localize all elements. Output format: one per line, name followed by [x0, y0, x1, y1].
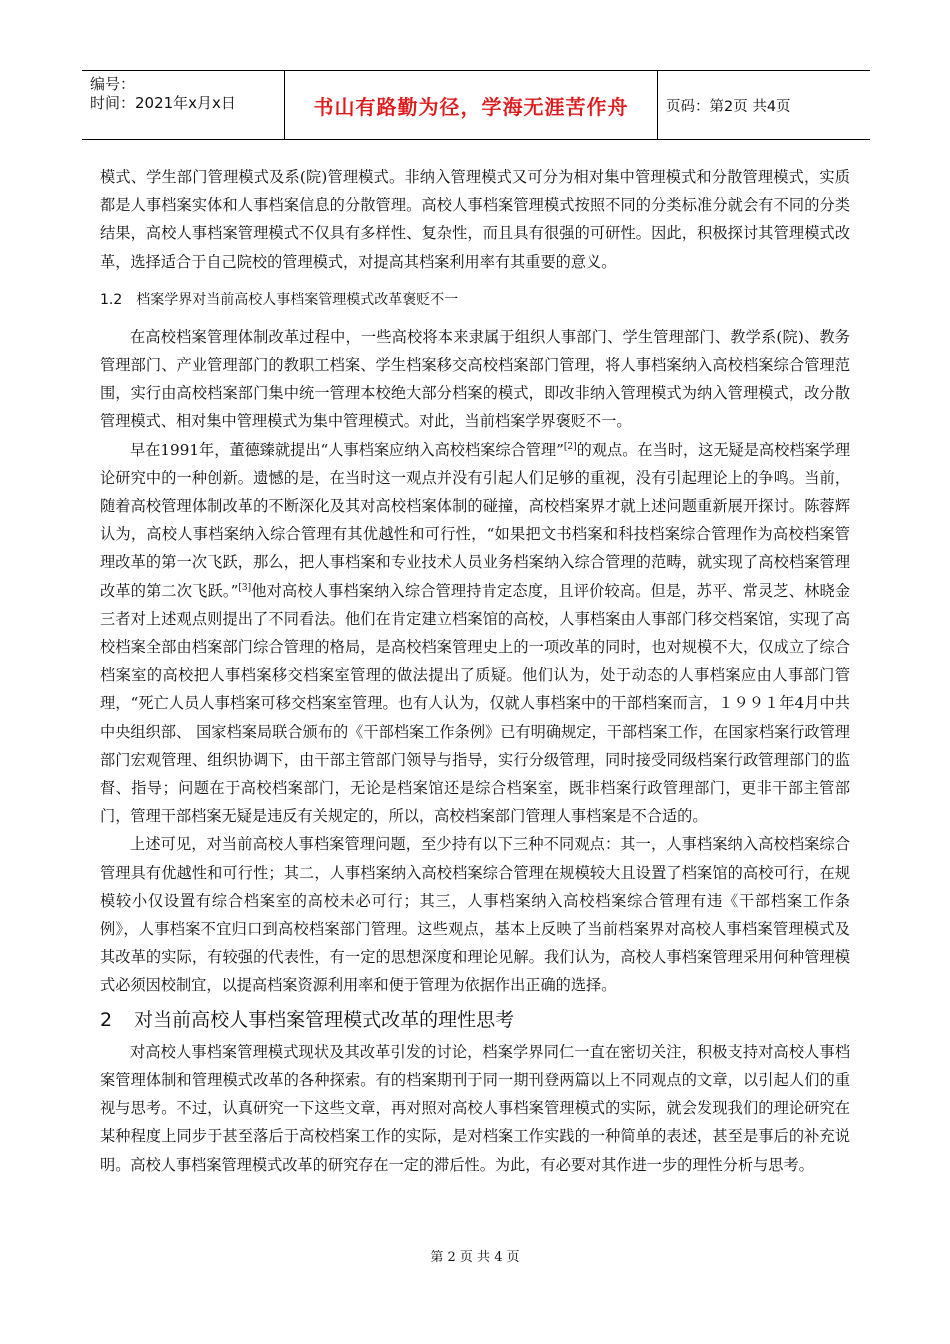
- header-page-info: 页码：第2页 共4页: [666, 98, 791, 115]
- section-title: 对当前高校人事档案管理模式改革的理性思考: [134, 1008, 515, 1031]
- paragraph-text: 早在1991年，董德臻就提出“人事档案应纳入高校档案综合管理”: [130, 440, 564, 459]
- citation-ref: [2]: [563, 441, 577, 452]
- paragraph-text: 的观点。在当时，这无疑是高校档案学理论研究中的一种创新。遗憾的是，在当时这一观点并没有引起人们足够的重视，没有引起理论上的争鸣。当前，随着高校管理体制改革的不断深化及其对高校档案体制的碰撞，高校档案界才就上述问题重新展开探讨。陈蓉辉认为，高校人事档案纳入综合管理有其优越性和可行性，“如果把文书档案和科技档案综合管理作为高校档案管理改革的第一次飞跃，那么，把人事档案和专业技术人员业务档案纳入综合管理的范畴，就实现了高校档案管理改革的第二次飞跃。”: [100, 440, 850, 600]
- document-body: [100, 163, 850, 1179]
- header-meta: [82, 71, 285, 139]
- section-number: 1.2: [100, 291, 123, 308]
- paragraph: 在高校档案管理体制改革过程中，一些高校将本来隶属于组织人事部门、学生管理部门、教学系(院)、教务管理部门、产业管理部门的教职工档案、学生档案移交高校档案部门管理，将人事档案纳入高校档案综合管理范围，实行由高校档案部门集中统一管理本校绝大部分档案的模式，即改非纳入管理模式为纳入管理模式，改分散管理模式、相对集中管理模式为集中管理模式。对此，当前档案学界褒贬不一。: [100, 327, 850, 431]
- section-number: 2: [100, 1008, 113, 1031]
- citation-ref: [3]: [238, 582, 252, 593]
- section-heading-1-2: [100, 290, 850, 310]
- page-header: [82, 70, 870, 140]
- paragraph: 对高校人事档案管理模式现状及其改革引发的讨论，档案学界同仁一直在密切关注，积极支持对高校人事档案管理体制和管理模式改革的各种探索。有的档案期刊于同一期刊登两篇以上不同观点的文章，以引起人们的重视与思考。不过，认真研究一下这些文章，再对照对高校人事档案管理模式的实际，就会发现我们的理论研究在某种程度上同步于甚至落后于高校档案工作的实际，是对档案工作实践的一种简单的表述，甚至是事后的补充说明。高校人事档案管理模式改革的研究存在一定的滞后性。为此，有必要对其作进一步的理性分析与思考。: [100, 1042, 850, 1174]
- section-heading-2: [100, 1006, 850, 1034]
- time-label: 时间：2021年x月x日: [90, 94, 236, 112]
- header-motto: 书山有路勤为径，学海无涯苦作舟: [285, 71, 658, 139]
- paragraph-text: 他对高校人事档案纳入综合管理持肯定态度，且评价较高。但是，苏平、常灵芝、林晓金三者对上述观点则提出了不同看法。他们在肯定建立档案馆的高校，人事档案由人事部门移交档案馆，实现了高校档案全部由档案部门综合管理的格局，是高校档案管理史上的一项改革的同时，也对规模不大，仅成立了综合档案室的高校把人事档案移交档案室管理的做法提出了质疑。他们认为，处于动态的人事档案应由人事部门管理，“死亡人员人事档案可移交档案室管理。也有人认为，仅就人事档案中的干部档案而言，１９９１年4月中共中央组织部、 国家档案局联合颁布的《干部档案工作条例》已有明确规定，干部档案工作，在国家档案行政管理部门宏观管理、组织协调下，由干部主管部门领导与指导，实行分级管理，同时接受同级档案行政管理部门的监督、指导；问题在于高校档案部门，无论是档案馆还是综合档案室，既非档案行政管理部门，更非干部主管部门，管理干部档案无疑是违反有关规定的，所以，高校档案部门管理人事档案是不合适的。: [100, 581, 851, 826]
- number-label: 编号：: [90, 75, 136, 93]
- page-footer: 第 2 页 共 4 页: [430, 1250, 520, 1265]
- paragraph: 上述可见，对当前高校人事档案管理问题，至少持有以下三种不同观点：其一，人事档案纳入高校档案综合管理具有优越性和可行性；其二，人事档案纳入高校档案综合管理在规模较大且设置了档案馆的高校可行，在规模较小仅设置有综合档案室的高校未必可行；其三，人事档案纳入高校档案综合管理有违《干部档案工作条例》，人事档案不宜归口到高校档案部门管理。这些观点，基本上反映了当前档案界对高校人事档案管理模式及其改革的实际，有较强的代表性，有一定的思想深度和理论见解。我们认为，高校人事档案管理采用何种管理模式必须因校制宜，以提高档案资源利用率和便于管理为依据作出正确的选择。: [100, 835, 850, 995]
- paragraph-with-citations: [100, 436, 850, 831]
- section-title: 档案学界对当前高校人事档案管理模式改革褒贬不一: [136, 291, 459, 308]
- paragraph-continued: 模式、学生部门管理模式及系(院)管理模式。非纳入管理模式又可分为相对集中管理模式和分散管理模式，实质都是人事档案实体和人事档案信息的分散管理。高校人事档案管理模式按照不同的分类标准分就会有不同的分类结果，高校人事档案管理模式不仅具有多样性、复杂性，而且具有很强的可研性。因此，积极探讨其管理模式改革，选择适合于自己院校的管理模式，对提高其档案利用率有其重要的意义。: [100, 168, 850, 271]
